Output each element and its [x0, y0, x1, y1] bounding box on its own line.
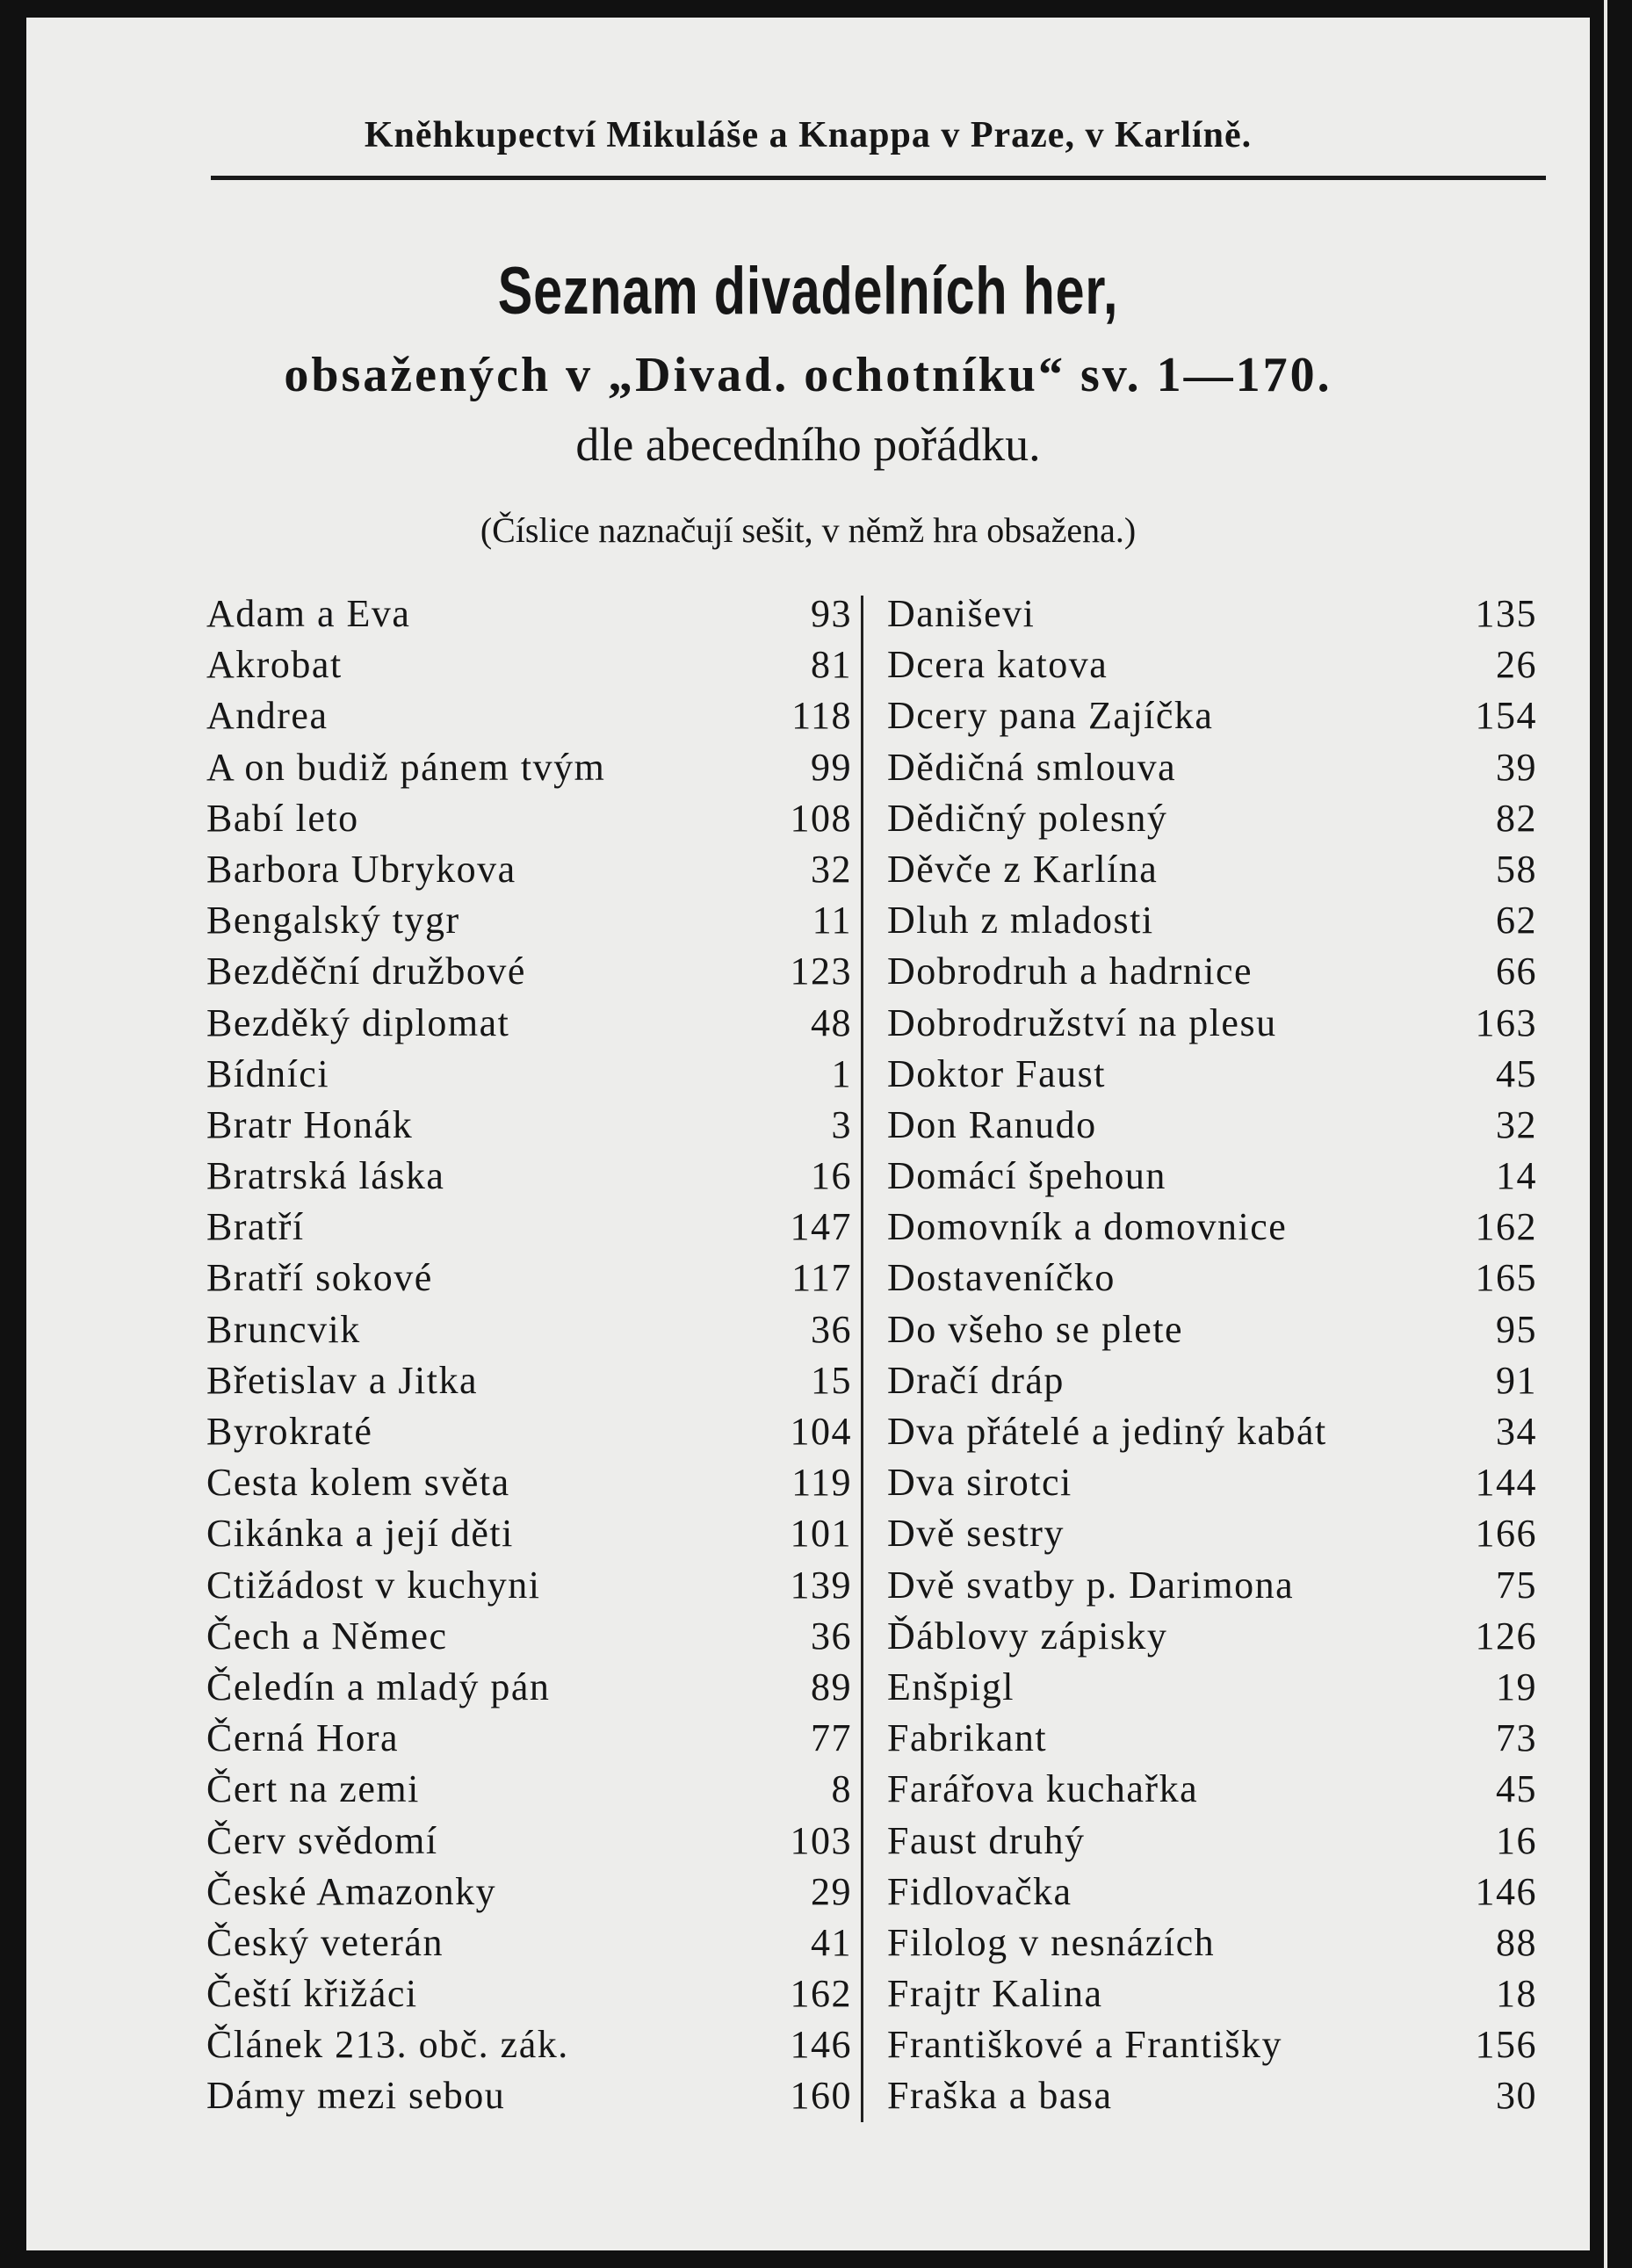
- issue-number: 11: [812, 899, 852, 943]
- list-item: [206, 1304, 852, 1355]
- list-item: [887, 1867, 1537, 1918]
- list-item: [206, 1253, 852, 1304]
- list-item: [887, 1355, 1537, 1406]
- list-item: [206, 690, 852, 741]
- play-title: Český veterán: [206, 1920, 444, 1964]
- issue-number: 36: [811, 1307, 852, 1351]
- issue-number: 144: [1475, 1461, 1537, 1505]
- play-title: České Amazonky: [206, 1869, 497, 1913]
- list-item: [206, 639, 852, 690]
- play-title: Don Ranudo: [887, 1102, 1097, 1146]
- list-item: [206, 2070, 852, 2121]
- issue-number: 166: [1475, 1512, 1537, 1556]
- list-item: [206, 793, 852, 844]
- play-title: Byrokraté: [206, 1410, 373, 1453]
- play-title: Bratří: [206, 1205, 305, 1249]
- issue-number: 39: [1496, 745, 1537, 789]
- issue-number: 162: [1475, 1205, 1537, 1249]
- play-title: Domácí špehoun: [887, 1154, 1166, 1198]
- play-title: Čech a Němec: [206, 1614, 448, 1658]
- play-title: Barbora Ubrykova: [206, 847, 516, 891]
- issue-number: 118: [791, 694, 852, 738]
- publisher-header: Kněhkupectví Mikuláše a Knappa v Praze, v Karlíně.: [364, 115, 1253, 155]
- issue-footnote: (Číslice naznačují sešit, v němž hra obsažena.): [480, 510, 1137, 550]
- play-title: Dluh z mladosti: [887, 899, 1154, 943]
- issue-number: 16: [1496, 1818, 1537, 1862]
- play-title: Daniševi: [887, 592, 1036, 635]
- issue-number: 73: [1496, 1716, 1537, 1760]
- list-item: [206, 1049, 852, 1100]
- list-item: [206, 1100, 852, 1151]
- issue-number: 126: [1475, 1614, 1537, 1658]
- list-item: [887, 2070, 1537, 2121]
- left-column: [206, 589, 852, 2122]
- page-title: Seznam divadelních her,: [497, 254, 1119, 329]
- play-title: Filolog v nesnázích: [887, 1920, 1216, 1964]
- issue-number: 45: [1496, 1767, 1537, 1811]
- play-title: Dva přátelé a jediný kabát: [887, 1410, 1327, 1453]
- issue-number: 14: [1496, 1154, 1537, 1198]
- list-item: [887, 2019, 1537, 2070]
- list-item: [206, 1662, 852, 1713]
- play-title: Babí leto: [206, 796, 359, 840]
- list-item: [887, 1713, 1537, 1764]
- list-item: [206, 998, 852, 1049]
- list-item: [887, 639, 1537, 690]
- list-item: [887, 1918, 1537, 1968]
- issue-number: 75: [1496, 1563, 1537, 1607]
- list-item: [206, 946, 852, 997]
- list-item: [887, 1253, 1537, 1304]
- list-item: [206, 2019, 852, 2070]
- issue-number: 81: [811, 643, 852, 687]
- play-title: Andrea: [206, 694, 329, 738]
- list-item: [206, 1918, 852, 1968]
- issue-number: 146: [790, 2023, 852, 2067]
- play-title: Článek 213. obč. zák.: [206, 2023, 569, 2067]
- issue-number: 19: [1496, 1665, 1537, 1708]
- issue-number: 8: [831, 1767, 852, 1811]
- issue-number: 15: [811, 1358, 852, 1402]
- list-item: [206, 895, 852, 946]
- issue-number: 91: [1496, 1358, 1537, 1402]
- play-title: Frajtr Kalina: [887, 1972, 1103, 2016]
- play-title: Fidlovačka: [887, 1869, 1072, 1913]
- list-item: [887, 1611, 1537, 1662]
- play-title: Ctižádost v kuchyni: [206, 1563, 541, 1607]
- list-item: [206, 844, 852, 895]
- issue-number: 117: [791, 1256, 852, 1300]
- play-title: Dědičný polesný: [887, 796, 1168, 840]
- play-title: Dvě sestry: [887, 1512, 1065, 1556]
- list-item: [887, 1202, 1537, 1253]
- play-title: Bratr Honák: [206, 1102, 414, 1146]
- issue-number: 88: [1496, 1920, 1537, 1964]
- play-title: Fraška a basa: [887, 2074, 1113, 2118]
- list-item: [887, 1406, 1537, 1457]
- list-item: [887, 1100, 1537, 1151]
- play-title: Ďáblovy zápisky: [887, 1614, 1168, 1658]
- list-item: [887, 1049, 1537, 1100]
- issue-number: 147: [790, 1205, 852, 1249]
- list-item: [206, 1406, 852, 1457]
- list-item: [206, 1457, 852, 1508]
- play-title: Břetislav a Jitka: [206, 1358, 478, 1402]
- play-title: Adam a Eva: [206, 592, 411, 635]
- play-title: Dcery pana Zajíčka: [887, 694, 1214, 738]
- issue-number: 123: [790, 950, 852, 993]
- play-title: Cikánka a její děti: [206, 1512, 514, 1556]
- play-title: Dědičná smlouva: [887, 745, 1177, 789]
- issue-number: 108: [790, 796, 852, 840]
- play-title: Dobrodruh a hadrnice: [887, 950, 1253, 993]
- issue-number: 89: [811, 1665, 852, 1708]
- issue-number: 3: [831, 1102, 852, 1146]
- list-item: [206, 1713, 852, 1764]
- list-item: [206, 1560, 852, 1611]
- list-item: [887, 793, 1537, 844]
- list-item: [206, 1968, 852, 2019]
- list-item: [887, 998, 1537, 1049]
- list-item: [887, 1816, 1537, 1867]
- play-title: Dcera katova: [887, 643, 1108, 687]
- issue-number: 58: [1496, 847, 1537, 891]
- catalog-page: [26, 18, 1590, 2250]
- issue-number: 165: [1475, 1256, 1537, 1300]
- issue-number: 45: [1496, 1051, 1537, 1095]
- issue-number: 135: [1475, 592, 1537, 635]
- list-item: [887, 946, 1537, 997]
- issue-number: 77: [811, 1716, 852, 1760]
- ordering-note: dle abecedního pořádku.: [575, 418, 1041, 471]
- list-item: [887, 690, 1537, 741]
- issue-number: 101: [790, 1512, 852, 1556]
- play-title: Bratrská láska: [206, 1154, 445, 1198]
- list-item: [887, 1151, 1537, 1202]
- play-title: Bezděční družbové: [206, 950, 526, 993]
- list-item: [887, 1662, 1537, 1713]
- page-subtitle: obsažených v „Divad. ochotníku“ sv. 1—170.: [284, 348, 1332, 402]
- issue-number: 62: [1496, 899, 1537, 943]
- issue-number: 16: [811, 1154, 852, 1198]
- list-item: [206, 1764, 852, 1815]
- issue-number: 103: [790, 1818, 852, 1862]
- list-item: [206, 1508, 852, 1559]
- play-title: Bratří sokové: [206, 1256, 433, 1300]
- issue-number: 156: [1475, 2023, 1537, 2067]
- issue-number: 30: [1496, 2074, 1537, 2118]
- play-title: Akrobat: [206, 643, 343, 687]
- play-title: Bruncvik: [206, 1307, 361, 1351]
- issue-number: 66: [1496, 950, 1537, 993]
- list-item: [206, 1355, 852, 1406]
- play-title: Dámy mezi sebou: [206, 2074, 506, 2118]
- issue-number: 26: [1496, 643, 1537, 687]
- list-item: [206, 1202, 852, 1253]
- play-title: A on budiž pánem tvým: [206, 745, 606, 789]
- issue-number: 36: [811, 1614, 852, 1658]
- list-item: [887, 844, 1537, 895]
- play-title: Bezděký diplomat: [206, 1000, 510, 1044]
- play-title: Černá Hora: [206, 1716, 400, 1760]
- header-rule: [211, 176, 1546, 180]
- play-title: Dobrodružství na plesu: [887, 1000, 1277, 1044]
- play-title: Františkové a Františky: [887, 2023, 1283, 2067]
- issue-number: 95: [1496, 1307, 1537, 1351]
- issue-number: 139: [790, 1563, 852, 1607]
- issue-number: 48: [811, 1000, 852, 1044]
- list-item: [887, 895, 1537, 946]
- play-title: Cesta kolem světa: [206, 1461, 510, 1505]
- list-item: [887, 1764, 1537, 1815]
- issue-number: 29: [811, 1869, 852, 1913]
- play-title: Domovník a domovnice: [887, 1205, 1288, 1249]
- issue-number: 34: [1496, 1410, 1537, 1453]
- issue-number: 146: [1475, 1869, 1537, 1913]
- list-item: [206, 742, 852, 793]
- play-title: Faust druhý: [887, 1818, 1086, 1862]
- issue-number: 119: [791, 1461, 852, 1505]
- issue-number: 154: [1475, 694, 1537, 738]
- list-item: [887, 1304, 1537, 1355]
- play-title: Do všeho se plete: [887, 1307, 1184, 1351]
- issue-number: 162: [790, 1972, 852, 2016]
- list-item: [206, 1816, 852, 1867]
- issue-number: 163: [1475, 1000, 1537, 1044]
- page-edge-line: [1604, 0, 1607, 2268]
- issue-number: 104: [790, 1410, 852, 1453]
- issue-number: 93: [811, 592, 852, 635]
- play-title: Čeští křižáci: [206, 1972, 418, 2016]
- play-title: Dvě svatby p. Darimona: [887, 1563, 1295, 1607]
- issue-number: 41: [811, 1920, 852, 1964]
- issue-number: 18: [1496, 1972, 1537, 2016]
- play-title: Čert na zemi: [206, 1767, 420, 1811]
- list-item: [887, 1508, 1537, 1559]
- issue-number: 32: [811, 847, 852, 891]
- play-title: Dostaveníčko: [887, 1256, 1116, 1300]
- list-item: [887, 1560, 1537, 1611]
- list-item: [887, 742, 1537, 793]
- column-divider: [861, 596, 863, 2122]
- list-item: [887, 589, 1537, 639]
- play-title: Enšpigl: [887, 1665, 1015, 1708]
- list-item: [206, 1611, 852, 1662]
- issue-number: 1: [831, 1051, 852, 1095]
- right-column: [887, 589, 1537, 2122]
- issue-number: 32: [1496, 1102, 1537, 1146]
- play-title: Červ svědomí: [206, 1818, 438, 1862]
- list-item: [206, 1867, 852, 1918]
- play-title: Dračí dráp: [887, 1358, 1065, 1402]
- play-title: Děvče z Karlína: [887, 847, 1159, 891]
- list-item: [887, 1968, 1537, 2019]
- play-title: Farářova kuchařka: [887, 1767, 1199, 1811]
- play-title: Bídníci: [206, 1051, 330, 1095]
- play-title: Dva sirotci: [887, 1461, 1072, 1505]
- play-title: Bengalský tygr: [206, 899, 460, 943]
- list-item: [206, 1151, 852, 1202]
- play-title: Čeledín a mladý pán: [206, 1665, 551, 1708]
- list-item: [206, 589, 852, 639]
- issue-number: 82: [1496, 796, 1537, 840]
- play-title: Doktor Faust: [887, 1051, 1106, 1095]
- issue-number: 160: [790, 2074, 852, 2118]
- play-title: Fabrikant: [887, 1716, 1048, 1760]
- list-item: [887, 1457, 1537, 1508]
- issue-number: 99: [811, 745, 852, 789]
